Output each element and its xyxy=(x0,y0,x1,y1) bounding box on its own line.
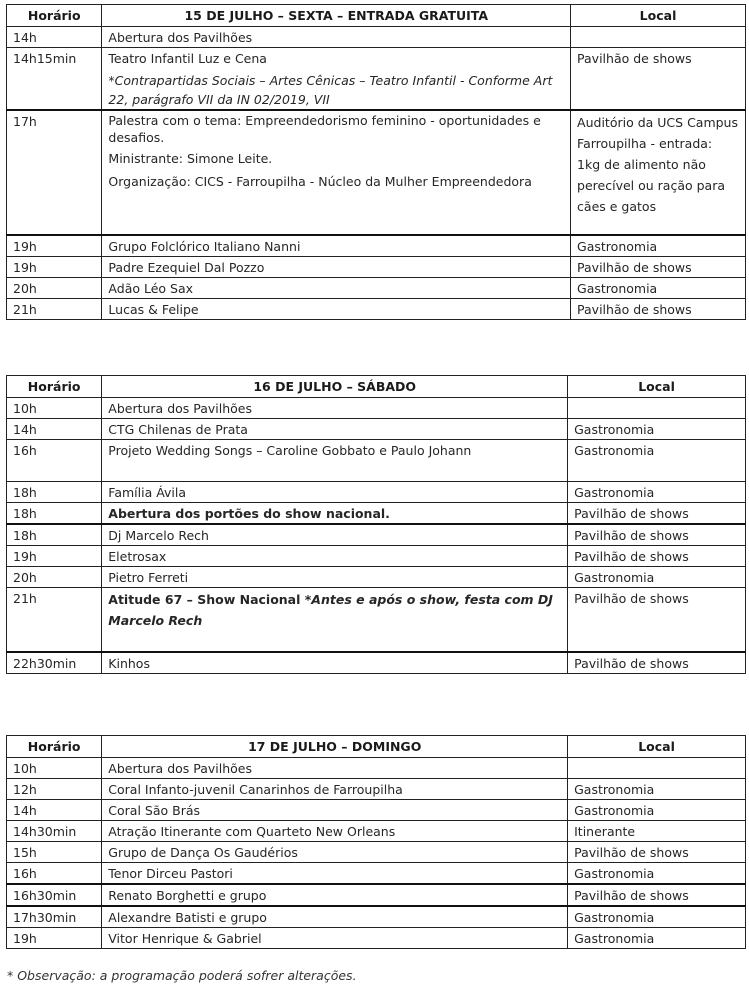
table-row xyxy=(7,482,746,503)
cell-event: Dj Marcelo Rech xyxy=(102,524,568,546)
cell-time: 19h xyxy=(7,928,102,949)
cell-place xyxy=(568,758,746,779)
header-day-title: 15 DE JULHO – SEXTA – ENTRADA GRATUITA xyxy=(102,5,571,27)
cell-event: Kinhos xyxy=(102,652,568,674)
cell-place: Gastronomia xyxy=(568,567,746,588)
cell-place: Pavilhão de shows xyxy=(568,546,746,567)
cell-time: 17h xyxy=(7,110,102,235)
table-row xyxy=(7,863,746,885)
header-day-title: 16 DE JULHO – SÁBADO xyxy=(102,376,568,398)
cell-time: 10h xyxy=(7,758,102,779)
cell-place: Gastronomia xyxy=(568,440,746,482)
table-row xyxy=(7,503,746,525)
cell-place: Pavilhão de shows xyxy=(568,884,746,906)
cell-place: Gastronomia xyxy=(571,235,746,257)
table-row xyxy=(7,567,746,588)
cell-time: 20h xyxy=(7,278,102,299)
cell-place: Pavilhão de shows xyxy=(568,503,746,525)
cell-event: Família Ávila xyxy=(102,482,568,503)
cell-event: Abertura dos Pavilhões xyxy=(102,758,568,779)
table-row xyxy=(7,299,746,320)
cell-place: Gastronomia xyxy=(568,779,746,800)
table-row xyxy=(7,419,746,440)
cell-event: CTG Chilenas de Prata xyxy=(102,419,568,440)
cell-event xyxy=(102,588,568,652)
table-row xyxy=(7,884,746,906)
table-header-row xyxy=(7,736,746,758)
schedule-table-day3 xyxy=(6,735,746,949)
cell-event: Abertura dos Pavilhões xyxy=(102,398,568,419)
table-row xyxy=(7,652,746,674)
table-row xyxy=(7,821,746,842)
cell-time: 15h xyxy=(7,842,102,863)
table-row xyxy=(7,588,746,652)
cell-place: Gastronomia xyxy=(568,482,746,503)
cell-time: 14h30min xyxy=(7,821,102,842)
schedule-table-day2 xyxy=(6,375,746,674)
table-row xyxy=(7,546,746,567)
cell-event xyxy=(102,110,571,235)
cell-place: Pavilhão de shows xyxy=(568,652,746,674)
header-time: Horário xyxy=(7,5,102,27)
cell-place: Pavilhão de shows xyxy=(568,524,746,546)
event-note: Antes e após o show, festa com DJ Marcelo Rech xyxy=(108,592,553,628)
cell-place: Pavilhão de shows xyxy=(571,257,746,278)
cell-place: Pavilhão de shows xyxy=(571,48,746,111)
event-headliner: Atitude 67 – Show Nacional * xyxy=(108,592,312,607)
cell-time: 14h xyxy=(7,27,102,48)
cell-time: 19h xyxy=(7,235,102,257)
cell-event: Coral São Brás xyxy=(102,800,568,821)
cell-time: 18h xyxy=(7,524,102,546)
table-row xyxy=(7,779,746,800)
cell-place: Auditório da UCS Campus Farroupilha - entrada: 1kg de alimento não perecível ou ração para cães e gatos xyxy=(571,110,746,235)
cell-place: Pavilhão de shows xyxy=(571,299,746,320)
cell-time: 10h xyxy=(7,398,102,419)
event-note: *Contrapartidas Sociais – Artes Cênicas – Teatro Infantil - Conforme Art 22, parágrafo VII da IN 02/2019, VII xyxy=(108,73,553,107)
table-row xyxy=(7,758,746,779)
cell-place: Gastronomia xyxy=(568,800,746,821)
cell-time: 20h xyxy=(7,567,102,588)
cell-place xyxy=(571,27,746,48)
cell-event: Grupo Folclórico Italiano Nanni xyxy=(102,235,571,257)
table-row xyxy=(7,48,746,111)
cell-event: Projeto Wedding Songs – Caroline Gobbato e Paulo Johann xyxy=(102,440,568,482)
cell-time: 19h xyxy=(7,257,102,278)
table-row xyxy=(7,235,746,257)
cell-event: Abertura dos Pavilhões xyxy=(102,27,571,48)
cell-event: Eletrosax xyxy=(102,546,568,567)
table-header-row xyxy=(7,376,746,398)
cell-event: Pietro Ferreti xyxy=(102,567,568,588)
header-day-title: 17 DE JULHO – DOMINGO xyxy=(102,736,568,758)
cell-time: 16h xyxy=(7,863,102,885)
header-place: Local xyxy=(568,736,746,758)
table-row xyxy=(7,440,746,482)
cell-time: 21h xyxy=(7,588,102,652)
header-place: Local xyxy=(568,376,746,398)
event-organization: Organização: CICS - Farroupilha - Núcleo da Mulher Empreendedora xyxy=(108,174,532,189)
cell-time: 17h30min xyxy=(7,906,102,928)
event-speaker: Ministrante: Simone Leite. xyxy=(108,151,273,166)
table-row xyxy=(7,398,746,419)
cell-time: 16h30min xyxy=(7,884,102,906)
header-time: Horário xyxy=(7,376,102,398)
cell-event: Vitor Henrique & Gabriel xyxy=(102,928,568,949)
cell-event: Renato Borghetti e grupo xyxy=(102,884,568,906)
table-header-row xyxy=(7,5,746,27)
cell-event: Padre Ezequiel Dal Pozzo xyxy=(102,257,571,278)
cell-time: 18h xyxy=(7,503,102,525)
cell-time: 19h xyxy=(7,546,102,567)
cell-time: 14h15min xyxy=(7,48,102,111)
cell-place: Pavilhão de shows xyxy=(568,842,746,863)
cell-event: Coral Infanto-juvenil Canarinhos de Farroupilha xyxy=(102,779,568,800)
cell-event: Adão Léo Sax xyxy=(102,278,571,299)
table-row xyxy=(7,928,746,949)
cell-time: 14h xyxy=(7,800,102,821)
table-row xyxy=(7,257,746,278)
cell-time: 16h xyxy=(7,440,102,482)
cell-event: Atração Itinerante com Quarteto New Orleans xyxy=(102,821,568,842)
cell-place: Itinerante xyxy=(568,821,746,842)
cell-time: 18h xyxy=(7,482,102,503)
table-row xyxy=(7,278,746,299)
table-row xyxy=(7,800,746,821)
table-row xyxy=(7,27,746,48)
cell-event: Lucas & Felipe xyxy=(102,299,571,320)
cell-time: 14h xyxy=(7,419,102,440)
cell-place: Gastronomia xyxy=(568,928,746,949)
cell-event: Alexandre Batisti e grupo xyxy=(102,906,568,928)
cell-event: Abertura dos portões do show nacional. xyxy=(102,503,568,525)
cell-event: Tenor Dirceu Pastori xyxy=(102,863,568,885)
cell-place: Gastronomia xyxy=(571,278,746,299)
cell-place: Gastronomia xyxy=(568,419,746,440)
cell-place: Pavilhão de shows xyxy=(568,588,746,652)
header-place: Local xyxy=(571,5,746,27)
event-title: Palestra com o tema: Empreendedorismo feminino - oportunidades e desafios. xyxy=(108,113,541,145)
schedule-table-day1 xyxy=(6,4,746,320)
cell-time: 22h30min xyxy=(7,652,102,674)
footnote: * Observação: a programação poderá sofrer alterações. xyxy=(7,968,357,983)
header-time: Horário xyxy=(7,736,102,758)
table-row xyxy=(7,110,746,235)
cell-time: 12h xyxy=(7,779,102,800)
table-row xyxy=(7,524,746,546)
cell-place: Gastronomia xyxy=(568,863,746,885)
cell-place: Gastronomia xyxy=(568,906,746,928)
table-row xyxy=(7,842,746,863)
cell-time: 21h xyxy=(7,299,102,320)
cell-place xyxy=(568,398,746,419)
table-row xyxy=(7,906,746,928)
event-title: Teatro Infantil Luz e Cena xyxy=(108,51,267,66)
cell-event xyxy=(102,48,571,111)
cell-event: Grupo de Dança Os Gaudérios xyxy=(102,842,568,863)
